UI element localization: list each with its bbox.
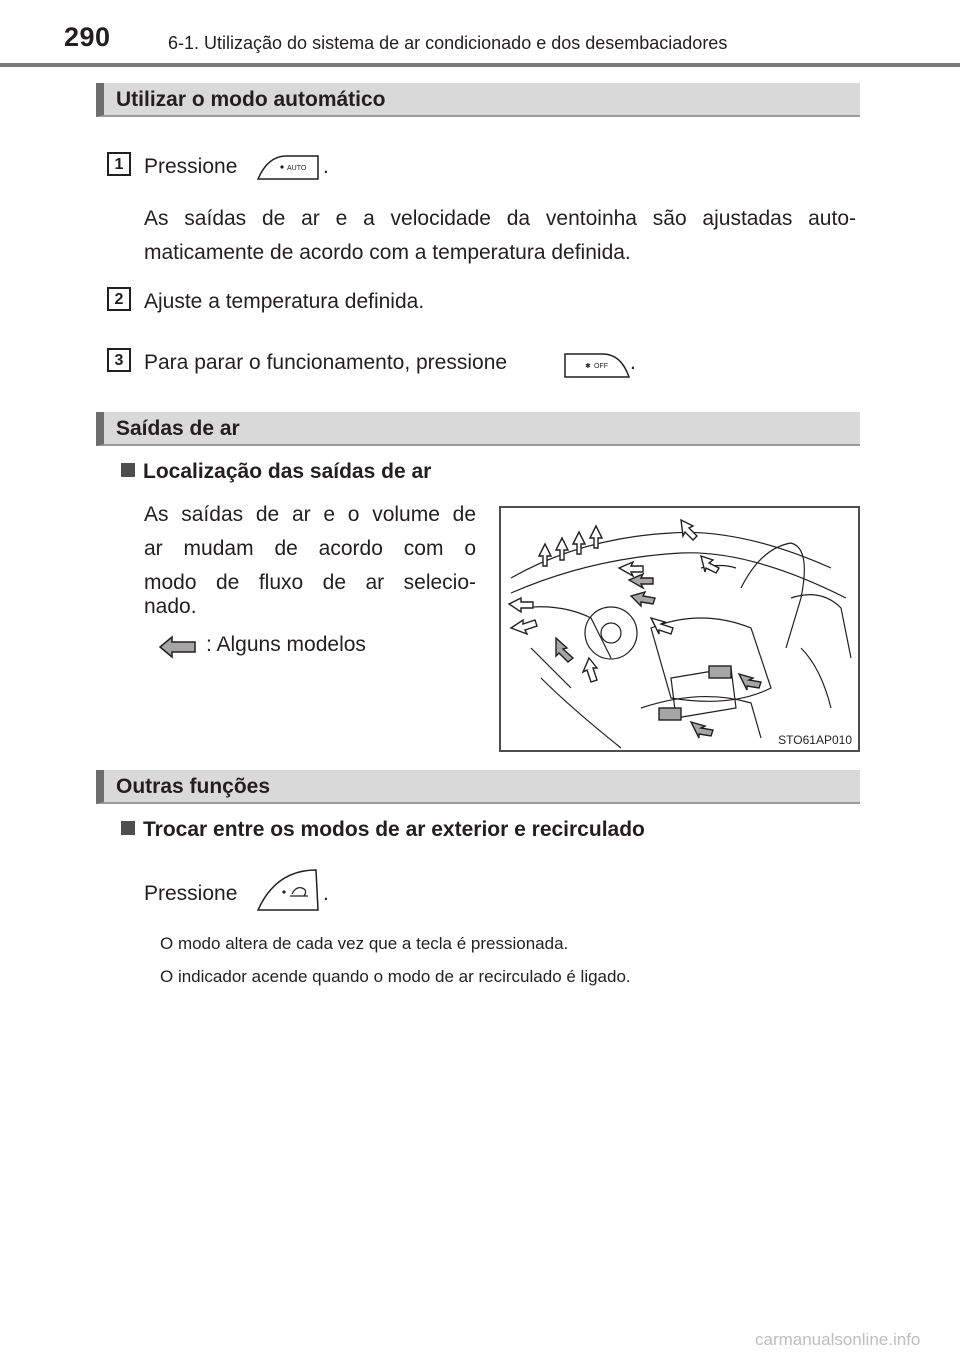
step-number-1: 1 xyxy=(107,152,131,176)
subheading-text: Localização das saídas de ar xyxy=(143,460,432,483)
airflow-arrow-icon xyxy=(158,634,198,665)
section-heading-other-functions xyxy=(96,770,860,804)
figure-code: STO61AP010 xyxy=(778,733,852,747)
car-interior-drawing xyxy=(501,508,858,750)
outlet-paragraph-line-4: nado. xyxy=(144,595,197,618)
page-header xyxy=(0,0,960,70)
page-number: 290 xyxy=(64,22,111,52)
off-button-icon xyxy=(563,350,631,385)
off-key-label: OFF xyxy=(594,363,608,370)
note-2: O indicador acende quando o modo de ar recirculado é ligado. xyxy=(160,967,631,986)
legend-text: : Alguns modelos xyxy=(206,633,366,656)
header-rule xyxy=(0,63,960,67)
step-1-text xyxy=(144,150,237,184)
step-3-suffix: . xyxy=(630,351,636,374)
chapter-title: 6-1. Utilização do sistema de ar condicionado e dos desembaciadores xyxy=(168,33,728,53)
section-heading-auto-mode xyxy=(96,83,860,117)
air-outlet-illustration xyxy=(499,506,860,752)
step-1-prefix: Pressione xyxy=(144,155,238,178)
press-suffix: . xyxy=(323,882,329,905)
section-title: Utilizar o modo automático xyxy=(116,88,386,111)
step-1-detail-line-1: As saídas de ar e a velocidade da ventoinha são ajustadas auto- xyxy=(144,207,856,230)
step-2-text: Ajuste a temperatura definida. xyxy=(144,290,425,313)
step-1-suffix: . xyxy=(323,155,329,178)
square-bullet-icon xyxy=(121,821,135,835)
svg-text:✱: ✱ xyxy=(585,363,591,370)
watermark: carmanualsonline.info xyxy=(755,1330,921,1349)
outlet-paragraph-line-2: ar mudam de acordo com o xyxy=(144,537,476,560)
subheading-outlet-location xyxy=(121,455,431,489)
square-bullet-icon xyxy=(121,463,135,477)
outlet-paragraph-line-3: modo de fluxo de ar selecio- xyxy=(144,571,476,594)
auto-button-icon xyxy=(256,152,322,187)
section-title: Outras funções xyxy=(116,775,271,798)
section-title: Saídas de ar xyxy=(116,417,240,440)
section-heading-air-outlets xyxy=(96,412,860,446)
step-number-2: 2 xyxy=(107,287,131,311)
press-prefix: Pressione xyxy=(144,882,238,905)
step-3-prefix: Para parar o funcionamento, pressione xyxy=(144,351,508,374)
subheading-text: Trocar entre os modos de ar exterior e recirculado xyxy=(143,818,645,841)
outlet-paragraph-line-1: As saídas de ar e o volume de xyxy=(144,503,476,526)
recirculate-button-icon xyxy=(256,866,322,919)
step-number-3: 3 xyxy=(107,348,131,372)
subheading-air-mode xyxy=(121,813,645,847)
step-1-detail-line-2: maticamente de acordo com a temperatura definida. xyxy=(144,241,631,264)
note-1: O modo altera de cada vez que a tecla é pressionada. xyxy=(160,934,569,953)
auto-key-label: AUTO xyxy=(287,165,307,172)
